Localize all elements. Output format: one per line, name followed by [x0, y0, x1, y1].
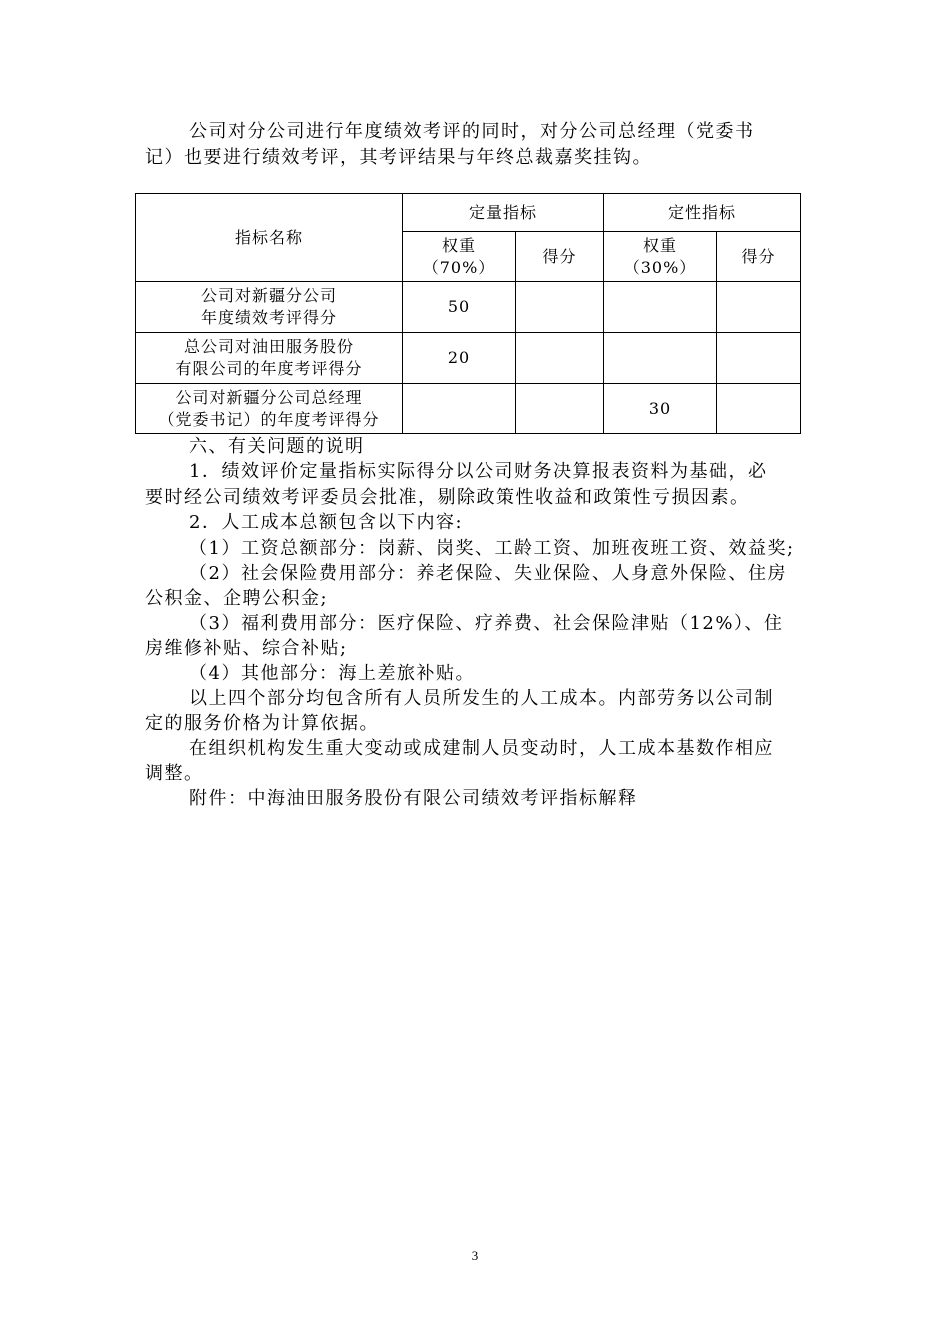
intro-line-1: 公司对分公司进行年度绩效考评的同时，对分公司总经理（党委书	[189, 121, 755, 142]
paragraph-1-line-1: 以上四个部分均包含所有人员所发生的人工成本。内部劳务以公司制	[189, 688, 774, 709]
section-heading: 六、有关问题的说明	[189, 436, 365, 457]
subitem-2-line-1: （2）社会保险费用部分：养老保险、失业保险、人身意外保险、住房	[189, 563, 787, 584]
row-name	[136, 282, 403, 333]
row-qual-score	[717, 384, 801, 434]
row-quant-score	[516, 384, 604, 434]
intro-line-2: 记）也要进行绩效考评，其考评结果与年终总裁嘉奖挂钩。	[145, 147, 652, 168]
paragraph-1-line-2: 定的服务价格为计算依据。	[145, 713, 379, 734]
subitem-3-line-2: 房维修补贴、综合补贴;	[145, 638, 348, 659]
quant-weight-label: 权重	[441, 235, 476, 255]
paragraph-2-line-2: 调整。	[145, 763, 204, 784]
subitem-4: （4）其他部分：海上差旅补贴。	[189, 663, 475, 684]
paragraph-2-line-1: 在组织机构发生重大变动或成建制人员变动时，人工成本基数作相应	[189, 738, 774, 759]
row-name-line: 有限公司的年度考评得分	[175, 359, 363, 378]
row-name-line: 公司对新疆分公司总经理	[175, 387, 363, 407]
row-quant-weight: 50	[403, 282, 516, 333]
quant-weight-percent: （70%）	[422, 257, 496, 277]
header-indicator-name: 指标名称	[136, 194, 403, 282]
subitem-2-line-2: 公积金、企聘公积金;	[145, 588, 329, 609]
row-name-line: （党委书记）的年度考评得分	[158, 409, 380, 429]
row-name-line: 年度绩效考评得分	[200, 308, 337, 327]
row-name-line: 公司对新疆分公司	[200, 286, 337, 305]
item2: 2．人工成本总额包含以下内容:	[189, 512, 464, 533]
table-row	[136, 384, 801, 434]
row-qual-weight	[604, 333, 717, 384]
row-name-line: 总公司对油田服务股份	[183, 337, 354, 356]
header-qual-score: 得分	[717, 232, 801, 282]
table-row	[136, 333, 801, 384]
header-quant-weight	[403, 232, 516, 282]
evaluation-table	[135, 193, 801, 434]
row-qual-weight: 30	[604, 384, 717, 434]
qual-weight-label: 权重	[643, 235, 678, 255]
row-qual-weight	[604, 282, 717, 333]
qual-weight-percent: （30%）	[623, 257, 697, 277]
row-name	[136, 384, 403, 434]
header-qual-weight	[604, 232, 717, 282]
page-number: 3	[471, 1248, 479, 1263]
table-row	[136, 282, 801, 333]
row-quant-weight: 20	[403, 333, 516, 384]
row-quant-score	[516, 333, 604, 384]
header-quantitative: 定量指标	[403, 194, 604, 232]
item1-line-1: 1．绩效评价定量指标实际得分以公司财务决算报表资料为基础，必	[189, 461, 768, 482]
header-qualitative: 定性指标	[604, 194, 801, 232]
row-qual-score	[717, 333, 801, 384]
item1-line-2: 要时经公司绩效考评委员会批准，剔除政策性收益和政策性亏损因素。	[145, 487, 750, 508]
row-name	[136, 333, 403, 384]
subitem-3-line-1: （3）福利费用部分：医疗保险、疗养费、社会保险津贴（12%）、住	[189, 613, 784, 634]
row-quant-score	[516, 282, 604, 333]
row-qual-score	[717, 282, 801, 333]
attachment-note: 附件：中海油田服务股份有限公司绩效考评指标解释	[189, 788, 638, 809]
row-quant-weight	[403, 384, 516, 434]
header-quant-score: 得分	[516, 232, 604, 282]
subitem-1: （1）工资总额部分：岗薪、岗奖、工龄工资、加班夜班工资、效益奖;	[189, 538, 795, 559]
